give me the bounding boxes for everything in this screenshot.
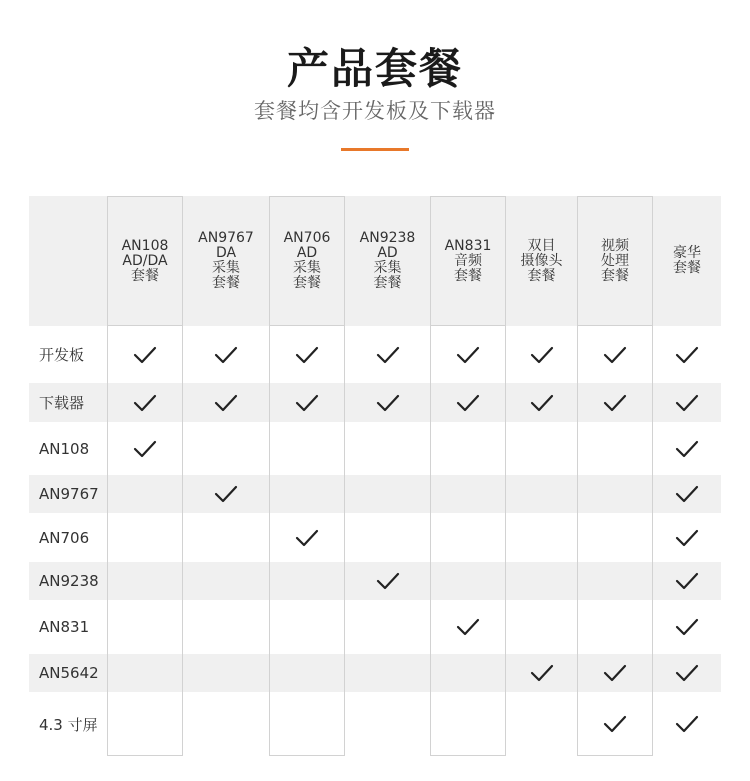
column-header-an108: AN108 AD/DA 套餐: [107, 196, 183, 326]
checkmark-icon: [674, 528, 700, 548]
page-subtitle: 套餐均含开发板及下载器: [254, 99, 496, 123]
column-header-dual: 双目 摄像头 套餐: [520, 237, 563, 284]
column-frame-video: [577, 326, 653, 756]
checkmark-icon: [529, 393, 555, 413]
checkmark-icon: [294, 528, 320, 548]
column-frame-an108: [107, 326, 183, 756]
row-label: AN831: [39, 618, 90, 636]
checkmark-icon: [674, 571, 700, 591]
checkmark-icon: [213, 345, 239, 365]
checkmark-icon: [294, 345, 320, 365]
title-divider: [341, 148, 409, 151]
checkmark-icon: [213, 484, 239, 504]
checkmark-icon: [602, 714, 628, 734]
row-label: 4.3 寸屏: [39, 715, 98, 734]
checkmark-icon: [213, 393, 239, 413]
checkmark-icon: [674, 617, 700, 637]
checkmark-icon: [375, 571, 401, 591]
column-header-an706: AN706 AD 采集 套餐: [269, 196, 345, 326]
checkmark-icon: [674, 439, 700, 459]
checkmark-icon: [602, 393, 628, 413]
checkmark-icon: [674, 393, 700, 413]
checkmark-icon: [529, 663, 555, 683]
row-label: AN9238: [39, 572, 99, 590]
row-label: AN706: [39, 528, 90, 547]
checkmark-icon: [455, 393, 481, 413]
checkmark-icon: [132, 345, 158, 365]
row-label: AN9767: [39, 485, 99, 503]
checkmark-icon: [674, 663, 700, 683]
column-header-video: 视频 处理 套餐: [577, 196, 653, 326]
checkmark-icon: [602, 663, 628, 683]
column-frame-an831: [430, 326, 506, 756]
checkmark-icon: [132, 439, 158, 459]
checkmark-icon: [602, 345, 628, 365]
column-header-an9767: AN9767 DA 采集 套餐: [198, 230, 254, 291]
checkmark-icon: [294, 393, 320, 413]
checkmark-icon: [674, 484, 700, 504]
column-header-deluxe: 豪华 套餐: [673, 245, 701, 276]
checkmark-icon: [529, 345, 555, 365]
package-comparison-table: [29, 196, 721, 756]
checkmark-icon: [455, 617, 481, 637]
row-label: 下载器: [39, 394, 85, 412]
column-header-an9238: AN9238 AD 采集 套餐: [359, 230, 416, 291]
row-label: 开发板: [39, 346, 85, 364]
checkmark-icon: [674, 345, 700, 365]
checkmark-icon: [674, 714, 700, 734]
checkmark-icon: [132, 393, 158, 413]
page-title: 产品套餐: [286, 44, 463, 93]
column-header-an831: AN831 音频 套餐: [430, 196, 506, 326]
checkmark-icon: [375, 345, 401, 365]
row-label: AN108: [39, 439, 90, 458]
checkmark-icon: [375, 393, 401, 413]
row-label: AN5642: [39, 664, 99, 682]
checkmark-icon: [455, 345, 481, 365]
